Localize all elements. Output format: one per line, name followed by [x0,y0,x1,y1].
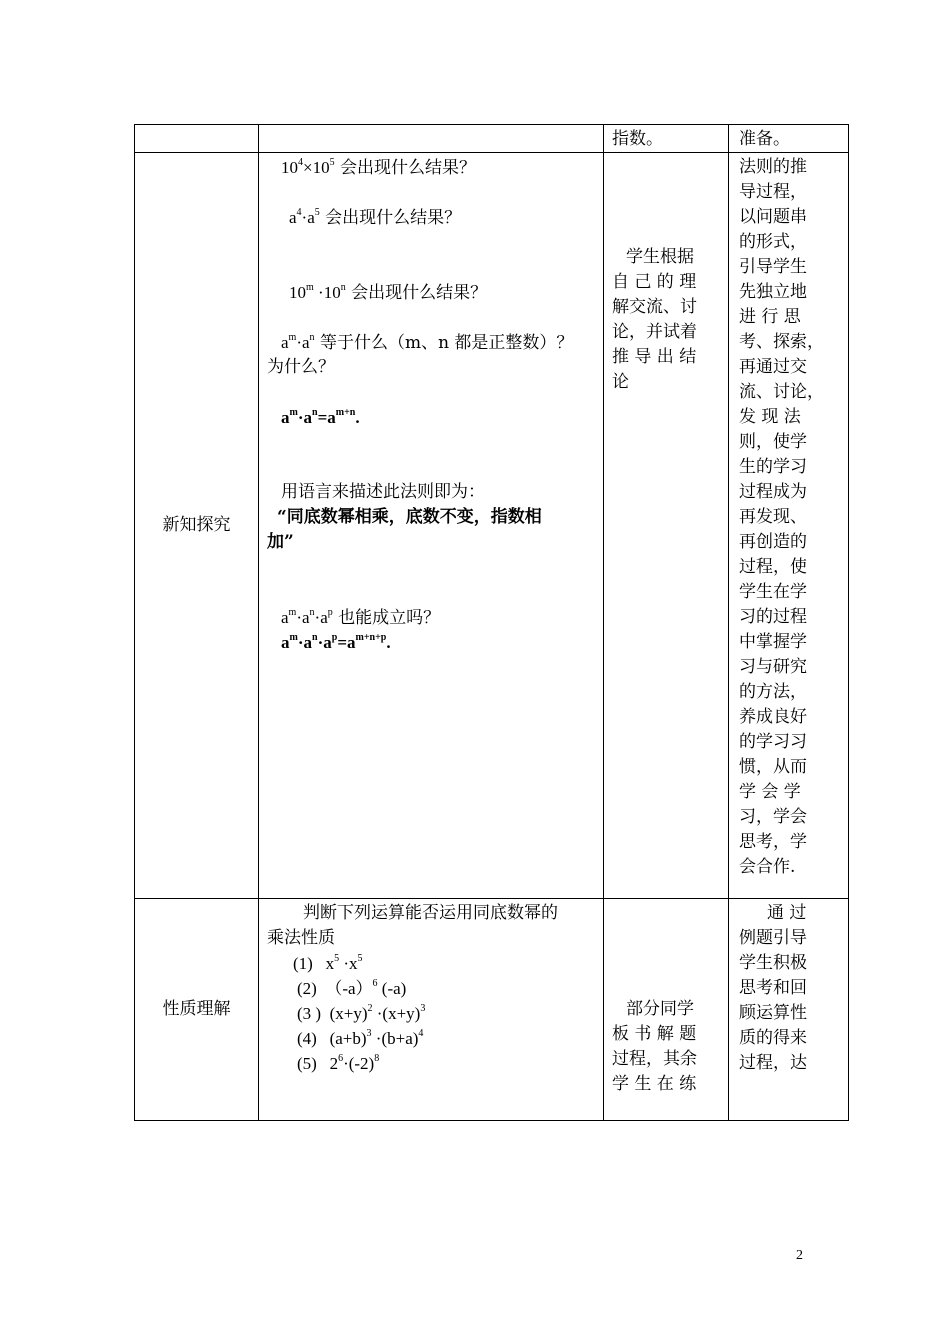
text-line: 思考和回 [739,978,807,998]
rule-bold-a: “同底数幂相乘，底数不变，指数相 [277,507,542,527]
cell-empty-2 [259,125,604,153]
text-line: 生的学习 [739,457,807,477]
text-line: 引导学生 [739,257,807,277]
text-line: 则，使学 [739,432,807,452]
text-line: 养成良好 [739,707,807,727]
cell-property-col3 [604,899,729,1121]
text-line: 质的得来 [739,1028,807,1048]
cell-property-content [259,899,604,1121]
text-line: 板 书 解 题 [612,1024,697,1044]
cell-explore-content [259,153,604,899]
text-line: 流、讨论， [739,382,824,402]
text-line: 自 己 的 理 [612,272,697,292]
text-line: 部分同学 [626,999,694,1019]
question-3-text: 会出现什么结果？ [351,283,488,303]
table-row-explore [135,153,849,899]
text-line: 法则的推 [739,157,807,177]
top-col4-text: 准备。 [739,129,790,149]
text-line: 的形式， [739,232,807,252]
cell-top-col3 [604,125,729,153]
text-line: 的方法， [739,682,807,702]
row-label-explore [135,153,259,899]
text-line: 论 [612,372,629,392]
question-5-text: 也能成立吗？ [338,608,441,628]
text-line: 思考，学 [739,832,807,852]
text-line: 会合作. [739,857,796,877]
table-row-top [135,125,849,153]
cell-top-col4 [729,125,849,153]
text-line: 考、探索， [739,332,824,352]
text-line: 学 生 在 练 [612,1074,697,1094]
question-4-text-a: 等于什么（m、n 都是正整数）？ [319,333,574,353]
text-line: 进 行 思 [739,307,801,327]
text-line: 中掌握学 [739,632,807,652]
question-4-text-b: 为什么？ [267,357,335,377]
text-line: 以问题串 [739,207,807,227]
text-line: 过程，其余 [612,1049,697,1069]
text-line: 导过程， [739,182,807,202]
text-line: 习，学会 [739,807,807,827]
question-5: $a^m\cdot a^n\cdot a^p$ 也能成立吗？ [281,607,441,628]
text-line: 过程成为 [739,482,807,502]
row-label-text: 新知探究 [162,515,231,535]
row-label-text-2: 性质理解 [162,999,231,1019]
exercise-2: (2) $(-a)^6$ (-a) [297,978,407,998]
cell-empty-1 [135,125,259,153]
question-2: $a^4\cdot a^5$ 会出现什么结果？ [289,207,462,228]
text-line: 学生积极 [739,953,807,973]
table-row-property [135,899,849,1121]
text-line: 通 过 [767,903,807,923]
text-line: 顾运算性 [739,1003,807,1023]
cell-explore-col3 [604,153,729,899]
text-line: 论，并试着 [612,322,697,342]
text-line: 的学习习 [739,732,807,752]
formula-2: $a^m\cdot a^n\cdot a^p=a^{m+n+p}$. [281,632,391,652]
text-line: 再发现、 [739,507,807,527]
text-line: 过程，使 [739,557,807,577]
text-line: 习的过程 [739,607,807,627]
cell-property-col4 [729,899,849,1121]
row-label-property [135,899,259,1121]
text-line: 学 会 学 [739,782,801,802]
exercise-3: (3 ) $(x+y)^2 \cdot(x+y)^3$ [297,1003,426,1023]
formula-1: $a^m\cdot a^n=a^{m+n}$. [281,407,360,427]
cell-explore-col4 [729,153,849,899]
lesson-plan-table [134,124,849,1121]
text-line: 先独立地 [739,282,807,302]
text-line: 推 导 出 结 [612,347,697,367]
page-number: 2 [796,1248,803,1263]
top-col3-text: 指数。 [612,129,663,149]
text-line: 惯，从而 [739,757,807,777]
property-intro-b: 乘法性质 [267,928,335,948]
text-line: 例题引导 [739,928,807,948]
question-1-text: 会出现什么结果？ [340,158,476,178]
design-intent-text [739,155,840,880]
exercise-4: (4) $(a+b)^3 \cdot(b+a)^4$ [297,1028,424,1048]
rule-bold-b: 加” [267,532,294,552]
text-line: 学生在学 [739,582,807,602]
text-line: 再通过交 [739,357,807,377]
exercise-5: (5) $2^6\cdot(-2)^8$ [297,1053,380,1073]
rule-description: 用语言来描述此法则即为： [281,482,485,502]
question-4: $a^m\cdot a^n$ 等于什么（m、n 都是正整数）？ [281,332,574,353]
exercise-1: (1) $x^5 \cdot x^5$ [293,953,363,973]
text-line: 再创造的 [739,532,807,552]
property-intro-a: 判断下列运算能否运用同底数幂的 [303,903,558,923]
student-activity-text [612,245,722,395]
text-line: 学生根据 [626,247,694,267]
text-line: 过程，达 [739,1053,807,1073]
text-line: 解交流、讨 [612,297,697,317]
question-1: $10^4\times 10^5$ 会出现什么结果？ [281,157,476,178]
question-3: $10^m \cdot 10^n$ 会出现什么结果？ [289,282,488,303]
text-line: 习与研究 [739,657,807,677]
student-activity-text-2 [612,997,722,1097]
question-2-text: 会出现什么结果？ [325,208,462,228]
text-line: 发 现 法 [739,407,801,427]
design-intent-text-2 [739,901,840,1076]
